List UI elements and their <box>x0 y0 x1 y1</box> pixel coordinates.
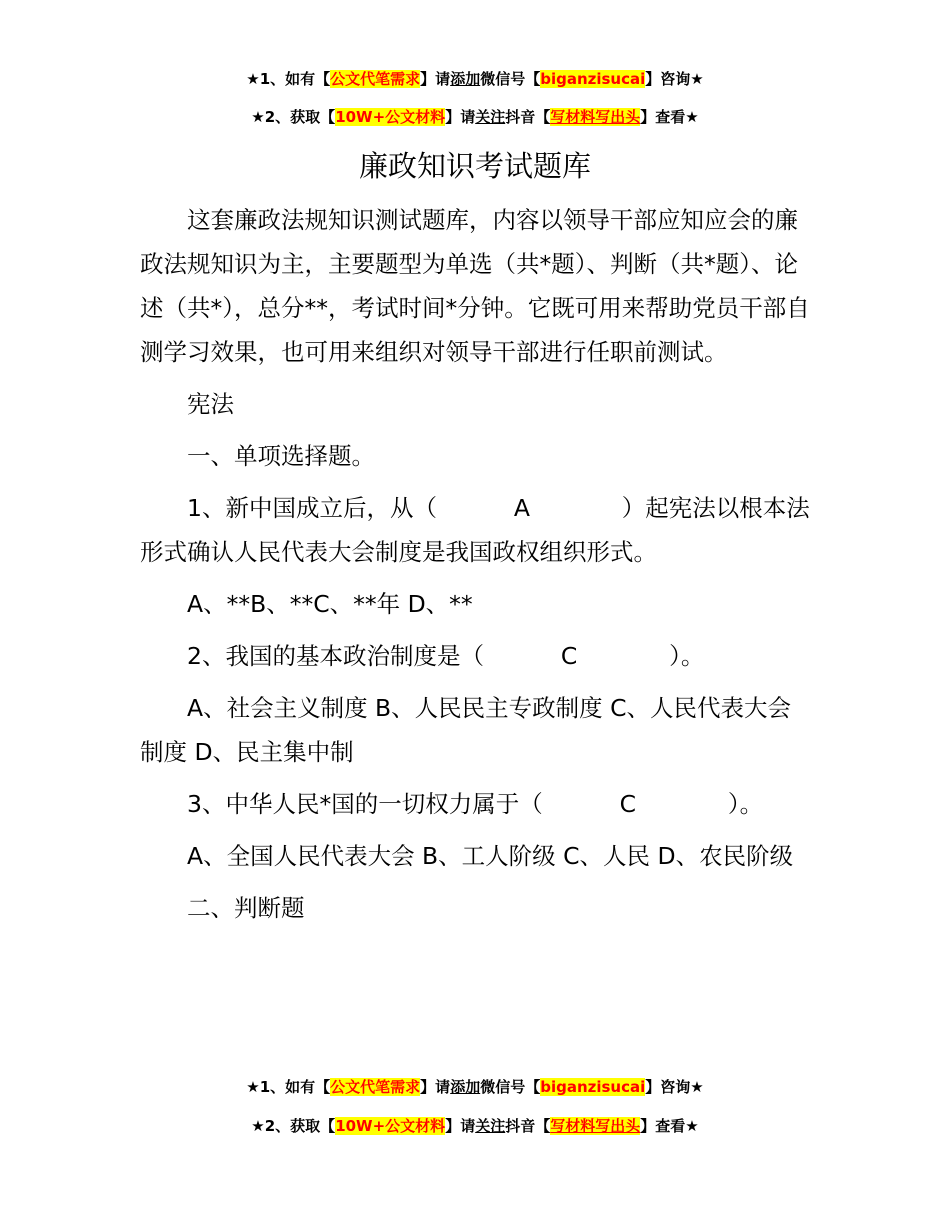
document-body <box>140 198 812 938</box>
promo-text: 】咨询★ <box>645 1078 704 1096</box>
question-answer: A <box>513 494 530 522</box>
question-stem: ）。 <box>669 642 705 670</box>
footer-promo-line-2 <box>0 1116 950 1136</box>
promo-emphasis: 关注 <box>475 108 506 126</box>
promo-highlight: 10W+公文材料 <box>335 108 446 126</box>
promo-text: ★2、获取【 <box>251 1117 336 1135</box>
promo-text: 抖音【 <box>505 1117 551 1135</box>
promo-emphasis: 添加 <box>450 1078 481 1096</box>
douyin-id: 写材料写出头 <box>550 1117 641 1135</box>
promo-emphasis: 添加 <box>450 70 481 88</box>
question-stem: 1、新中国成立后，从（ <box>187 494 437 522</box>
part1-heading: 一、单项选择题。 <box>187 442 375 470</box>
section-heading: 宪法 <box>187 390 234 418</box>
document-title: 廉政知识考试题库 <box>358 149 591 183</box>
promo-highlight: 10W+公文材料 <box>335 1117 446 1135</box>
question-1 <box>140 486 812 574</box>
promo-emphasis: 关注 <box>475 1117 506 1135</box>
question-1-options: A、**B、**C、**年 D、** <box>187 590 473 618</box>
footer-promo-line-1 <box>0 1077 950 1097</box>
promo-text: 】查看★ <box>640 108 699 126</box>
header-promo-line-1 <box>0 69 950 89</box>
promo-text: ★1、如有【 <box>246 1078 331 1096</box>
question-stem: 3、中华人民*国的一切权力属于（ <box>187 790 543 818</box>
promo-text: 】请 <box>445 108 476 126</box>
promo-text: 】请 <box>420 70 451 88</box>
promo-text: 】请 <box>420 1078 451 1096</box>
question-3-options: A、全国人民代表大会 B、工人阶级 C、人民 D、农民阶级 <box>187 842 794 870</box>
intro-paragraph: 这套廉政法规知识测试题库，内容以领导干部应知应会的廉政法规知识为主，主要题型为单选（共*题）、判断（共*题）、论述（共*），总分**，考试时间*分钟。它既可用来帮助党员干部自测学习效果，也可用来组织对领导干部进行任职前测试。 <box>140 206 810 366</box>
header-promo-line-2 <box>0 107 950 127</box>
promo-highlight: 公文代笔需求 <box>330 70 421 88</box>
promo-text: 】请 <box>445 1117 476 1135</box>
promo-text: ★1、如有【 <box>246 70 331 88</box>
question-3 <box>140 782 812 826</box>
question-stem: ）起宪法以根本法形式确认人民代表大会制度是我国政权组织形式。 <box>140 494 810 566</box>
question-2-options: A、社会主义制度 B、人民民主专政制度 C、人民代表大会制度 D、民主集中制 <box>140 694 792 766</box>
promo-text: 】查看★ <box>640 1117 699 1135</box>
promo-text: 抖音【 <box>505 108 551 126</box>
part2-heading: 二、判断题 <box>187 894 305 922</box>
promo-text: 】咨询★ <box>645 70 704 88</box>
question-stem: 2、我国的基本政治制度是（ <box>187 642 484 670</box>
douyin-id: 写材料写出头 <box>550 108 641 126</box>
wechat-id: biganzisucai <box>540 70 646 88</box>
question-2 <box>140 634 812 678</box>
question-answer: C <box>619 790 637 818</box>
wechat-id: biganzisucai <box>540 1078 646 1096</box>
promo-highlight: 公文代笔需求 <box>330 1078 421 1096</box>
promo-text: 微信号【 <box>480 1078 541 1096</box>
promo-text: 微信号【 <box>480 70 541 88</box>
promo-text: ★2、获取【 <box>251 108 336 126</box>
question-stem: ）。 <box>727 790 764 818</box>
question-answer: C <box>560 642 578 670</box>
